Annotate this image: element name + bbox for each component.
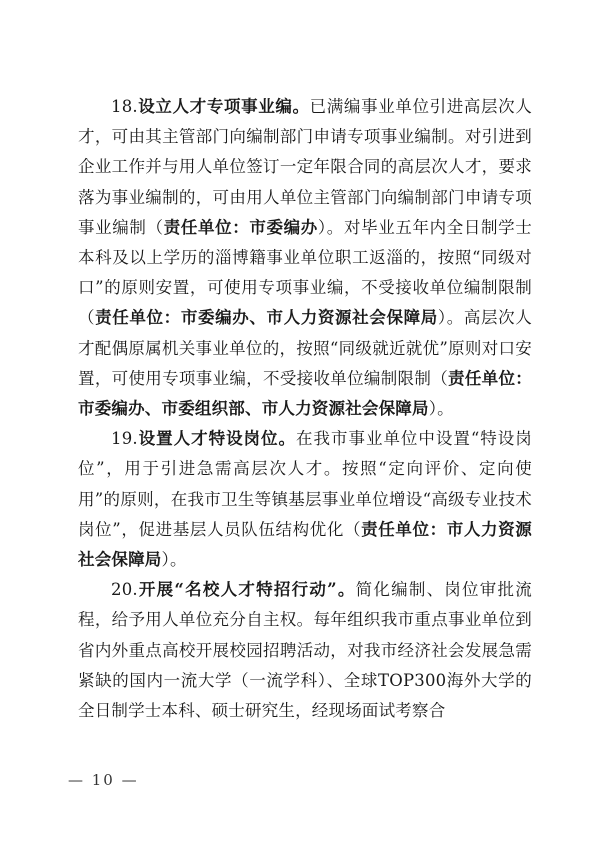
paragraph-text: 已满编事业单位引进高层次人才，可由其主管部门向编制部门申请专项事业编制。对引进到企业工作并与用人单位签订一定年限合同的高层次人才，要求落为事业编制的，可由用人单位主管部门向编制部门申请专项事业编制（: [78, 97, 532, 237]
responsible-unit: 责任单位：市委编办、市人力资源社会保障局: [95, 308, 438, 328]
paragraph-text: 简化编制、岗位审批流程，给予用人单位充分自主权。每年组织我市重点事业单位到省内外重点高校开展校园招聘活动，对我市经济社会发展急需紧缺的国内一流大学（一流学科）、全球TOP300海外大学的全日制学士本科、硕士研究生，经现场面试考察合: [78, 580, 532, 721]
paragraph-text: ）。: [161, 550, 187, 570]
paragraph-text: ）。: [428, 399, 454, 419]
paragraph-number: 19.: [111, 429, 138, 449]
paragraph-20: [78, 575, 532, 726]
document-body: [78, 92, 532, 726]
paragraph-heading: 设立人才专项事业编。: [137, 97, 310, 116]
page-number: — 10 —: [68, 771, 139, 789]
paragraph-heading: 开展“名校人才特招行动”。: [137, 580, 356, 600]
paragraph-19: [78, 424, 532, 575]
paragraph-text: ）。对毕业五年内全日制学士本科及以上学历的淄博籍事业单位职工返淄的，按照“同级对口”的原则安置，可使用专项事业编，不受接收单位编制限制（: [78, 217, 533, 328]
responsible-unit: 责任单位：市人力资源社会保障局: [78, 519, 533, 570]
paragraph-18: [78, 92, 532, 424]
responsible-unit: 责任单位：市委编办、市委组织部、市人力资源社会保障局: [78, 368, 533, 419]
paragraph-number: 18.: [111, 97, 138, 116]
responsible-unit: 责任单位：市委编办: [163, 217, 318, 237]
paragraph-heading: 设置人才特设岗位。: [137, 429, 297, 449]
paragraph-text: ）。高层次人才配偶原属机关事业单位的，按照“同级就近就优”原则对口安置，可使用专项事业编，不受接收单位编制限制（: [78, 308, 533, 388]
paragraph-number: 20.: [111, 580, 138, 600]
paragraph-text: 在我市事业单位中设置“特设岗位”，用于引进急需高层次人才。按照“定向评价、定向使用”的原则，在我市卫生等镇基层事业单位增设“高级专业技术岗位”，促进基层人员队伍结构优化（: [78, 429, 532, 539]
